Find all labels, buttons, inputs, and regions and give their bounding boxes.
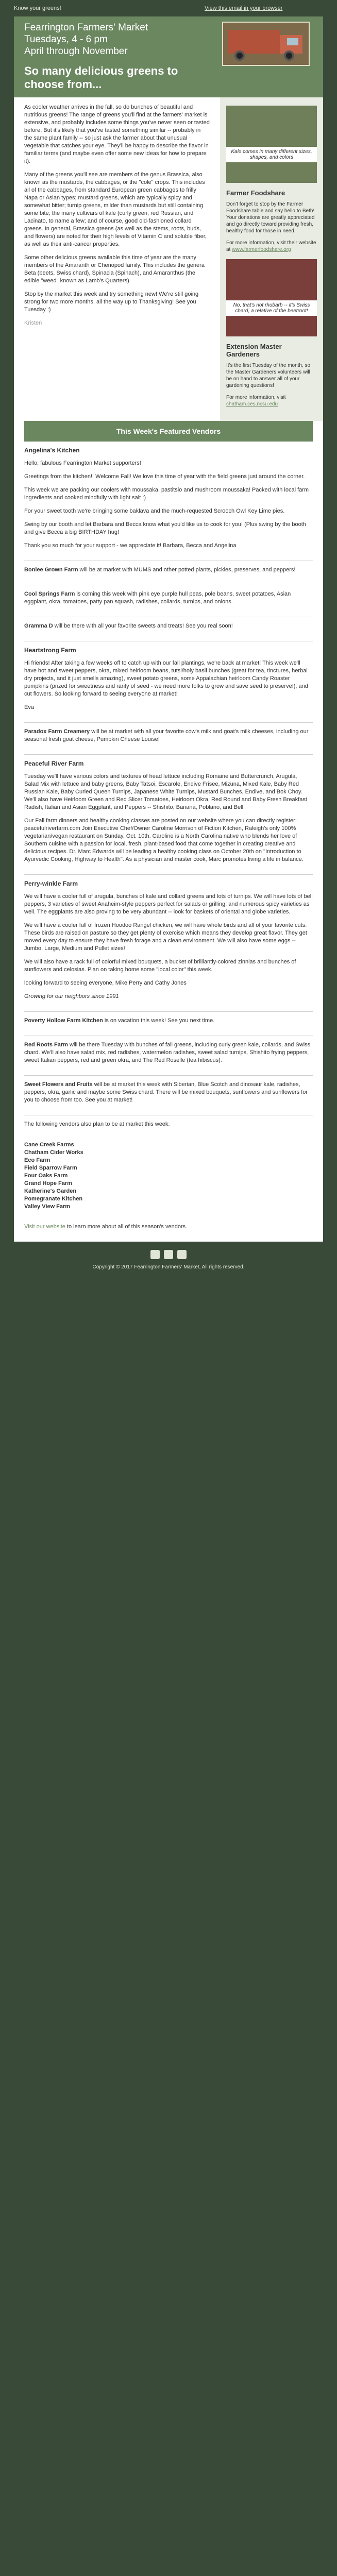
vendor-paragraph	[24, 728, 313, 743]
vendor-text: will be at market this week with Siberian, Blue Scotch and dinosaur kale, radishes, peppers, okra, garlic and maybe some Swiss chard. There will be mixed bouquets, sunflowers and sunflowers for you to choose from too. See you at market!	[24, 1081, 308, 1103]
vendor-paragraph: looking forward to seeing everyone, Mike Perry and Cathy Jones	[24, 980, 187, 986]
email-body	[14, 16, 323, 1242]
vendor-block	[14, 1012, 323, 1036]
vendor-paragraph	[24, 622, 313, 630]
truck-wheel	[234, 50, 245, 61]
intro-text	[14, 97, 220, 339]
website-icon[interactable]	[164, 1250, 173, 1259]
vendor-block	[14, 1076, 323, 1115]
vendor-name: Peaceful River Farm	[24, 760, 84, 767]
vendor-name: Gramma D	[24, 623, 53, 629]
vendor-text: is on vacation this week! See you next time.	[104, 1018, 215, 1024]
list-item: Katherine's Garden	[24, 1188, 77, 1194]
vendor-paragraph: Hello, fabulous Fearrington Market supporters!	[24, 460, 141, 466]
foodshare-more-text: For more information, visit their website at	[226, 240, 316, 252]
also-planned	[14, 1115, 323, 1139]
vendor-name: Sweet Flowers and Fruits	[24, 1081, 93, 1088]
email-icon[interactable]	[177, 1250, 187, 1259]
main-column	[14, 97, 220, 421]
vendor-block	[14, 617, 323, 641]
extension-link[interactable]: chatham.ces.ncsu.edu	[226, 401, 278, 407]
vendor-name: Poverty Hollow Farm Kitchen	[24, 1018, 103, 1024]
vendor-name: Angelina's Kitchen	[24, 447, 80, 454]
market-hours: Tuesdays, 4 - 6 pm	[24, 34, 108, 45]
facebook-icon[interactable]	[150, 1250, 160, 1259]
copyright: Copyright © 2017 Fearrington Farmers' Market, All rights reserved.	[92, 1264, 245, 1270]
chard-photo-caption: No, that's not rhubarb -- it's Swiss chard, a relative of the beetroot!	[226, 300, 317, 316]
vendor-block	[14, 442, 323, 561]
vendor-name: Bonlee Grown Farm	[24, 567, 78, 573]
sidebar	[220, 97, 323, 421]
truck-wheel	[284, 50, 294, 61]
vendor-paragraph: Tuesday we'll have various colors and textures of head lettuce including Romaine and Buttercrunch, Arugula, Salad Mix with lettuce and baby greens, Baby Tatsoi, Escarole, Endive Frisee, Mizuna, Mixed Kale, Baby Red Russian Kale, Baby Curled Queen Turnips, Japanese White Turnips, Mustard Bunches, Endive, and Bok Choy. We'll also have Heirloom Green and Red Slicer Tomatoes, Heirloom Okra, Red Round and Baby Fresh Breakfast Radish, Italian and Asian Eggplant, and Peppers -- Shishito, Banana, Poblano, and Bell.	[24, 773, 307, 810]
list-item: Four Oaks Farm	[24, 1173, 68, 1179]
vendor-block	[14, 875, 323, 1011]
vendor-block	[14, 723, 323, 754]
list-item: Field Sparrow Farm	[24, 1165, 77, 1171]
truck-body	[228, 30, 280, 54]
intro-paragraph: Some other delicious greens available this time of year are the many members of the Amaranth or Chenopod family. This includes the genera Beta (beets, Swiss chard), Spinacia (Spinach), and Amaranthus (the edible "weed" known as Lamb's Quarters).	[24, 255, 205, 284]
intro-paragraph: Stop by the market this week and try something new! We're still going strong for two more months, all the way up to Thanksgiving! See you Tuesday :)	[24, 291, 199, 313]
vendor-block	[14, 561, 323, 585]
list-item: Valley View Farm	[24, 1204, 71, 1210]
vendor-name: Paradox Farm Creamery	[24, 728, 90, 735]
vendor-paragraph	[24, 590, 313, 606]
vendor-block	[14, 1036, 323, 1075]
vendor-paragraph: Hi friends! After taking a few weeks off to catch up with our fall plantings, we're back at market! This week we'll have hot and sweet peppers, okra, mixed heirloom beans, tutsi/holy basil bunches (great for tea, tinctures, herbal dry projects, and it just smells amazing), sweet potato greens, some Appalachian heirloom Candy Roaster pumpkins (prized for sweetness and rarity of seed - we need more folks to grow and save seed to preserve!), and cut flowers. So looking forward to seeing everyone at market!	[24, 660, 308, 697]
foodshare-link[interactable]: www.farmerfoodshare.org	[232, 247, 291, 252]
vendor-name: Perry-winkle Farm	[24, 880, 78, 887]
vendor-block	[14, 755, 323, 874]
vendor-name: Red Roots Farm	[24, 1042, 68, 1048]
vendor-paragraph	[24, 1041, 313, 1064]
truck-window	[287, 38, 298, 45]
view-in-browser-link[interactable]: View this email in your browser	[205, 5, 283, 11]
vendor-paragraph: Thank you so much for your support - we appreciate it! Barbara, Becca and Angelina	[24, 543, 237, 549]
header	[14, 16, 323, 97]
market-name: Fearrington Farmers' Market	[24, 22, 148, 33]
intro-paragraph: As cooler weather arrives in the fall, so do bunches of beautiful and nutritious greens! The range of greens you'll find at the farmers' market is extensive, and probably includes some things you've never seen or tasted before. But it's likely that you've tasted something similar -- probably in the same plant family -- so just ask the farmer about that unusual vegetable that catches your eye. They'll be happy to describe the flavor in familiar terms (and maybe even offer some new ideas for how to prepare it).	[24, 104, 210, 164]
chard-photo	[226, 259, 317, 336]
featured-vendors-banner: This Week's Featured Vendors	[24, 421, 313, 442]
vendor-paragraph: Greetings from the kitchen!! Welcome Fall! We love this time of year with the field greens just around the corner.	[24, 473, 305, 480]
vendor-block	[14, 585, 323, 617]
extension-more-text: For more information, visit	[226, 395, 286, 400]
also-planned-text: The following vendors also plan to be at market this week:	[24, 1121, 170, 1127]
vendor-paragraph	[24, 1017, 313, 1025]
list-item: Cane Creek Farms	[24, 1142, 74, 1148]
vendor-text: will be there with all your favorite sweets and treats! See you real soon!	[54, 623, 233, 629]
extension-title: Extension Master Gardeners	[226, 343, 282, 358]
vendor-paragraph	[24, 566, 313, 574]
vendor-block	[14, 641, 323, 722]
list-item: Eco Farm	[24, 1157, 50, 1163]
vendor-name: Cool Springs Farm	[24, 591, 75, 597]
kale-photo-caption: Kale comes in many different sizes, shapes, and colors	[226, 147, 317, 162]
website-paragraph	[24, 1223, 313, 1231]
vendor-paragraph	[24, 1081, 313, 1104]
vendor-paragraph: For your sweet tooth we're bringing some baklava and the much-requested Scrooch Owl Key Lime pies.	[24, 508, 285, 514]
truck-logo	[222, 22, 310, 66]
list-item: Pomegranate Kitchen	[24, 1196, 83, 1202]
website-link[interactable]: Visit our website	[24, 1224, 65, 1230]
website-note	[14, 1218, 323, 1242]
vendor-list	[14, 1139, 323, 1218]
footer	[14, 1242, 323, 1285]
intro-paragraph: Many of the greens you'll see are members of the genus Brassica, also known as the mustards, the cabbages, or the "cole" crops. This includes all of the cabbages, from standard European green cabbages to frilly Napa or Asian types; mustard greens, which are typically spicy and somewhat bitter; turnip greens, milder than mustards but still containing some bite; the many cultivars of kale (curly green, red Russian, and Lacinato, to name a few; and of course, good old-fashioned collard greens. In general, Brassica greens (as well as the stems, roots, buds, and flowers) are noted for their high levels of Vitamin C and soluble fiber, as well as their anti-cancer properties.	[24, 172, 207, 247]
vendor-text: will be there Tuesday with bunches of fall greens, including curly green kale, collards, and Swiss chard. We'll also have salad mix, red radishes, watermelon radishes, sweet salad turnips, Shishito frying peppers, sweet Italian peppers, red and green okra, and The Red Roselle (tea hibiscus).	[24, 1042, 311, 1063]
kale-photo	[226, 106, 317, 183]
vendor-text: is coming this week with pink eye purple hull peas, pole beans, sweet potatoes, Asian eggplant, okra, tomatoes, patty pan squash, radishes, collards, turnips, and onions.	[24, 591, 291, 605]
vendor-paragraph: Our Fall farm dinners and healthy cooking classes are posted on our website where you can directly register: peacefulriverfarm.com Join Executive Chef/Owner Caroline Morrison of Fiction Kitchen, Raleigh's only 100% vegetarian/vegan restaurant on Sunday, Oct. 10th. Caroline is a North Carolina native who blends her love of Southern cuisine with a passion for local, fresh, plant-based food that come together in creating creative and delicious recipes. Dr. Marc Edwards will be leading a healthy cooking class on October 20th on "Introduction to Ayurvedic Cooking, Highway to Health". As a physician and master cook, Marc promotes living a life in balance.	[24, 818, 304, 862]
preheader	[14, 0, 323, 16]
header-titles	[24, 22, 199, 91]
foodshare-title: Farmer Foodshare	[226, 189, 285, 197]
headline: So many delicious greens to choose from...	[24, 64, 178, 91]
foodshare-more	[226, 240, 317, 253]
two-columns	[14, 97, 323, 421]
social-icons	[14, 1250, 323, 1259]
extension-text: It's the first Tuesday of the month, so the Master Gardeners volunteers will be on hand to answer all of your gardening questions!	[226, 363, 311, 388]
vendor-paragraph: We will also have a rack full of colorful mixed bouquets, a bucket of brilliantly-colored zinnias and bunches of sunflowers and celosias. Plan on taking home some "local color" this week.	[24, 959, 296, 973]
vendor-text: will be at market with all your favorite cow's milk and goat's milk cheeses, including our seasonal fresh goat cheese, Pumpkin Cheese Louise!	[24, 728, 309, 742]
signoff: Kristen	[24, 320, 42, 326]
preheader-tagline: Know your greens!	[14, 5, 61, 11]
vendor-paragraph: Swing by our booth and let Barbara and Becca know what you'd like us to cook for you! (Plus swing by the booth and give Becca a big BIRTHDAY hug!	[24, 521, 306, 535]
extension-more	[226, 394, 317, 408]
vendor-text: will be at market with MUMS and other potted plants, pickles, preserves, and peppers!	[79, 567, 296, 573]
vendor-name: Heartstrong Farm	[24, 647, 76, 654]
vendor-paragraph: We will have a cooler full of arugula, bunches of kale and collard greens and lots of turnips. We will have lots of bell peppers, 3 varieties of sweet Anaheim-style peppers perfect for salads or grilling, and numerous spicy varieties as well. The eggplants are also proving to be very abundant -- look for baskets of oriental and globe varieties.	[24, 893, 313, 915]
vendor-paragraph: Growing for our neighbors since 1991	[24, 993, 119, 999]
list-item: Chatham Cider Works	[24, 1149, 83, 1156]
vendor-paragraph: Eva	[24, 704, 34, 710]
market-season: April through November	[24, 46, 128, 57]
foodshare-text: Don't forget to stop by the Farmer Foodshare table and say hello to Beth! Your donations are greatly appreciated and go directly toward providing fresh, healthy food for those in need.	[226, 201, 315, 234]
vendor-paragraph: This week we are packing our coolers with moussaka, pastitsio and mushroom moussaka! Packed with local farm ingredients and cooked mindfully with light salt :)	[24, 487, 309, 501]
vendor-paragraph: We will have a cooler full of frozen Hoodoo Rangel chicken, we will have whole birds and all of your favorite cuts. These birds are raised on pasture so they get plenty of exercise which means they develop great flavor. They get moved every day to ensure they have fresh forage and a clean environment. We will also have some eggs -- Jumbo, Large, Medium and Pullet sizes!	[24, 922, 307, 952]
website-rest: to learn more about all of this season's vendors.	[65, 1224, 188, 1230]
list-item: Grand Hope Farm	[24, 1180, 72, 1187]
